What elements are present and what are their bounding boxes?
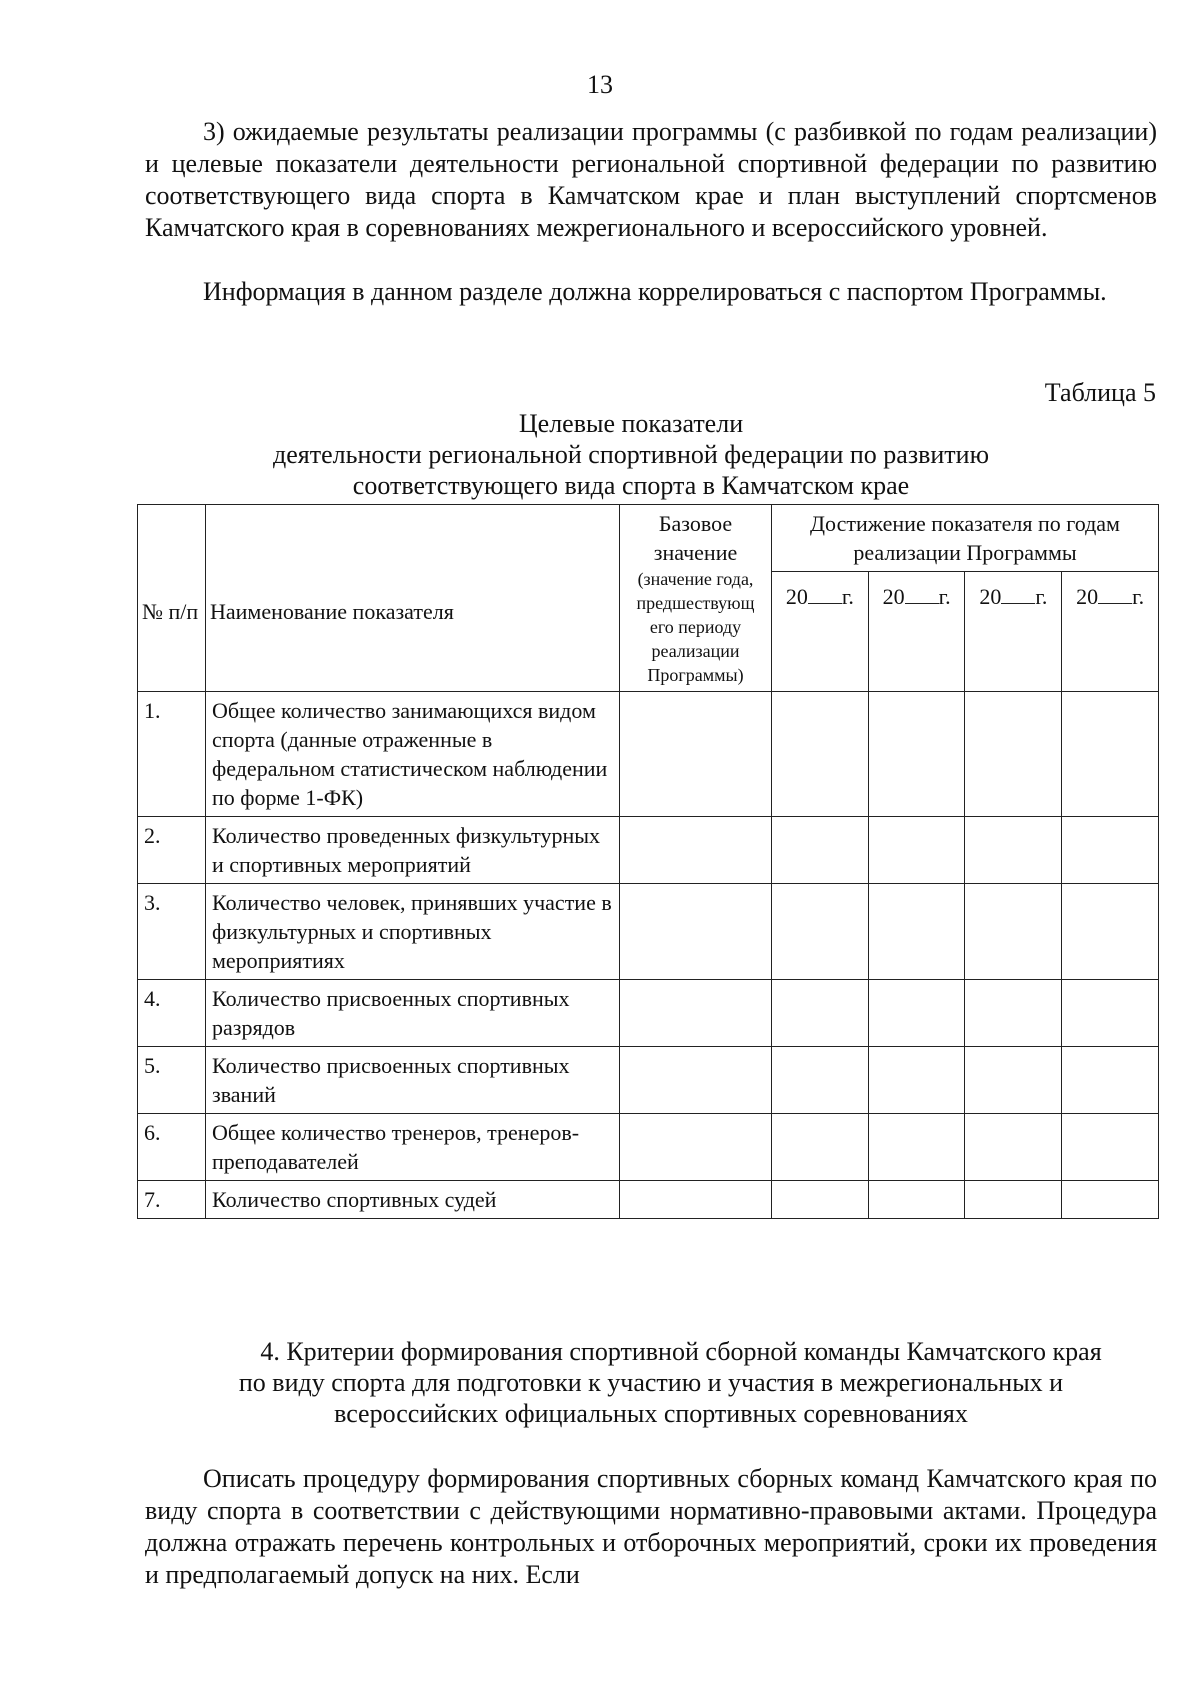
row-name: Количество спортивных судей (206, 1181, 620, 1219)
section-4-title (145, 1336, 1157, 1429)
row-num: 3. (138, 884, 206, 980)
indicators-table (137, 504, 1159, 1219)
row-num: 7. (138, 1181, 206, 1219)
section-title-line: всероссийских официальных спортивных соревнованиях (334, 1399, 968, 1428)
intro-paragraph-1: 3) ожидаемые результаты реализации программы (с разбивкой по годам реализации) и целевые показатели деятельности региональной спортивной федерации по развитию соответствующего вида спорта в Камчатском крае и план выступлений спортсменов Камчатского края в соревнованиях межрегионального и всероссийского уровней. (145, 117, 1157, 242)
section-title-line: 4. Критерии формирования спортивной сборной команды Камчатского края (260, 1337, 1102, 1366)
row-year-cell (1062, 1114, 1159, 1181)
table-title-line: деятельности региональной спортивной федерации по развитию (272, 440, 989, 469)
row-year-cell (965, 817, 1062, 884)
row-year-cell (965, 980, 1062, 1047)
intro-paragraph-2: Информация в данном разделе должна коррелироваться с паспортом Программы. (203, 277, 1107, 306)
header-base-main: Базовое значение (653, 511, 738, 565)
row-year-cell (868, 1047, 965, 1114)
row-base-cell (620, 692, 772, 817)
row-year-cell (868, 980, 965, 1047)
header-name: Наименование показателя (206, 505, 620, 692)
row-num: 5. (138, 1047, 206, 1114)
header-base-note: (значение года, предшествующ его периоду реализации Программы) (636, 569, 755, 685)
row-num: 1. (138, 692, 206, 817)
section-title-line: по виду спорта для подготовки к участию и участия в межрегиональных и (238, 1368, 1064, 1397)
row-year-cell (965, 1114, 1062, 1181)
row-num: 4. (138, 980, 206, 1047)
row-year-cell (772, 980, 869, 1047)
row-num: 2. (138, 817, 206, 884)
header-year: 20 г. (868, 572, 965, 692)
header-year: 20 г. (1062, 572, 1159, 692)
section-4-paragraph: Описать процедуру формирования спортивных сборных команд Камчатского края по виду спорта в соответствии с действующими нормативно-правовыми актами. Процедура должна отражать перечень контрольных и отборочных мероприятий, сроки их проведения и предполагаемый допуск на них. Если (145, 1464, 1157, 1589)
row-year-cell (772, 1181, 869, 1219)
row-name: Количество проведенных физкультурных и спортивных мероприятий (206, 817, 620, 884)
table-row (138, 884, 1159, 980)
row-base-cell (620, 1181, 772, 1219)
row-year-cell (965, 692, 1062, 817)
row-year-cell (868, 1114, 965, 1181)
row-year-cell (1062, 980, 1159, 1047)
row-year-cell (1062, 884, 1159, 980)
table-row (138, 692, 1159, 817)
row-year-cell (1062, 1047, 1159, 1114)
table-row (138, 1114, 1159, 1181)
row-num: 6. (138, 1114, 206, 1181)
row-year-cell (868, 817, 965, 884)
table-title-line: Целевые показатели (518, 409, 744, 438)
table-row (138, 980, 1159, 1047)
header-achievement: Достижение показателя по годам реализации Программы (772, 505, 1159, 572)
row-base-cell (620, 1047, 772, 1114)
header-year: 20 г. (965, 572, 1062, 692)
row-year-cell (965, 1181, 1062, 1219)
table-title (145, 408, 1157, 501)
row-year-cell (1062, 692, 1159, 817)
row-base-cell (620, 817, 772, 884)
row-name: Общее количество тренеров, тренеров-преподавателей (206, 1114, 620, 1181)
row-year-cell (772, 1047, 869, 1114)
table-row (138, 817, 1159, 884)
row-year-cell (965, 884, 1062, 980)
table-row (138, 1047, 1159, 1114)
table-label: Таблица 5 (1044, 378, 1156, 407)
row-name: Общее количество занимающихся видом спорта (данные отраженные в федеральном статистическом наблюдении по форме 1-ФК) (206, 692, 620, 817)
header-num: № п/п (138, 505, 206, 692)
row-year-cell (772, 1114, 869, 1181)
row-year-cell (1062, 817, 1159, 884)
page-number: 13 (587, 70, 613, 99)
row-name: Количество присвоенных спортивных разрядов (206, 980, 620, 1047)
row-year-cell (1062, 1181, 1159, 1219)
row-base-cell (620, 884, 772, 980)
row-year-cell (868, 884, 965, 980)
row-year-cell (772, 817, 869, 884)
row-base-cell (620, 980, 772, 1047)
row-name: Количество присвоенных спортивных званий (206, 1047, 620, 1114)
row-year-cell (868, 692, 965, 817)
row-year-cell (772, 884, 869, 980)
table-row (138, 1181, 1159, 1219)
row-base-cell (620, 1114, 772, 1181)
row-year-cell (965, 1047, 1062, 1114)
table-title-line: соответствующего вида спорта в Камчатском крае (352, 471, 910, 500)
row-year-cell (868, 1181, 965, 1219)
row-name: Количество человек, принявших участие в физкультурных и спортивных мероприятиях (206, 884, 620, 980)
table-header-row (138, 505, 1159, 572)
row-year-cell (772, 692, 869, 817)
header-year: 20 г. (772, 572, 869, 692)
header-base-value (620, 505, 772, 692)
